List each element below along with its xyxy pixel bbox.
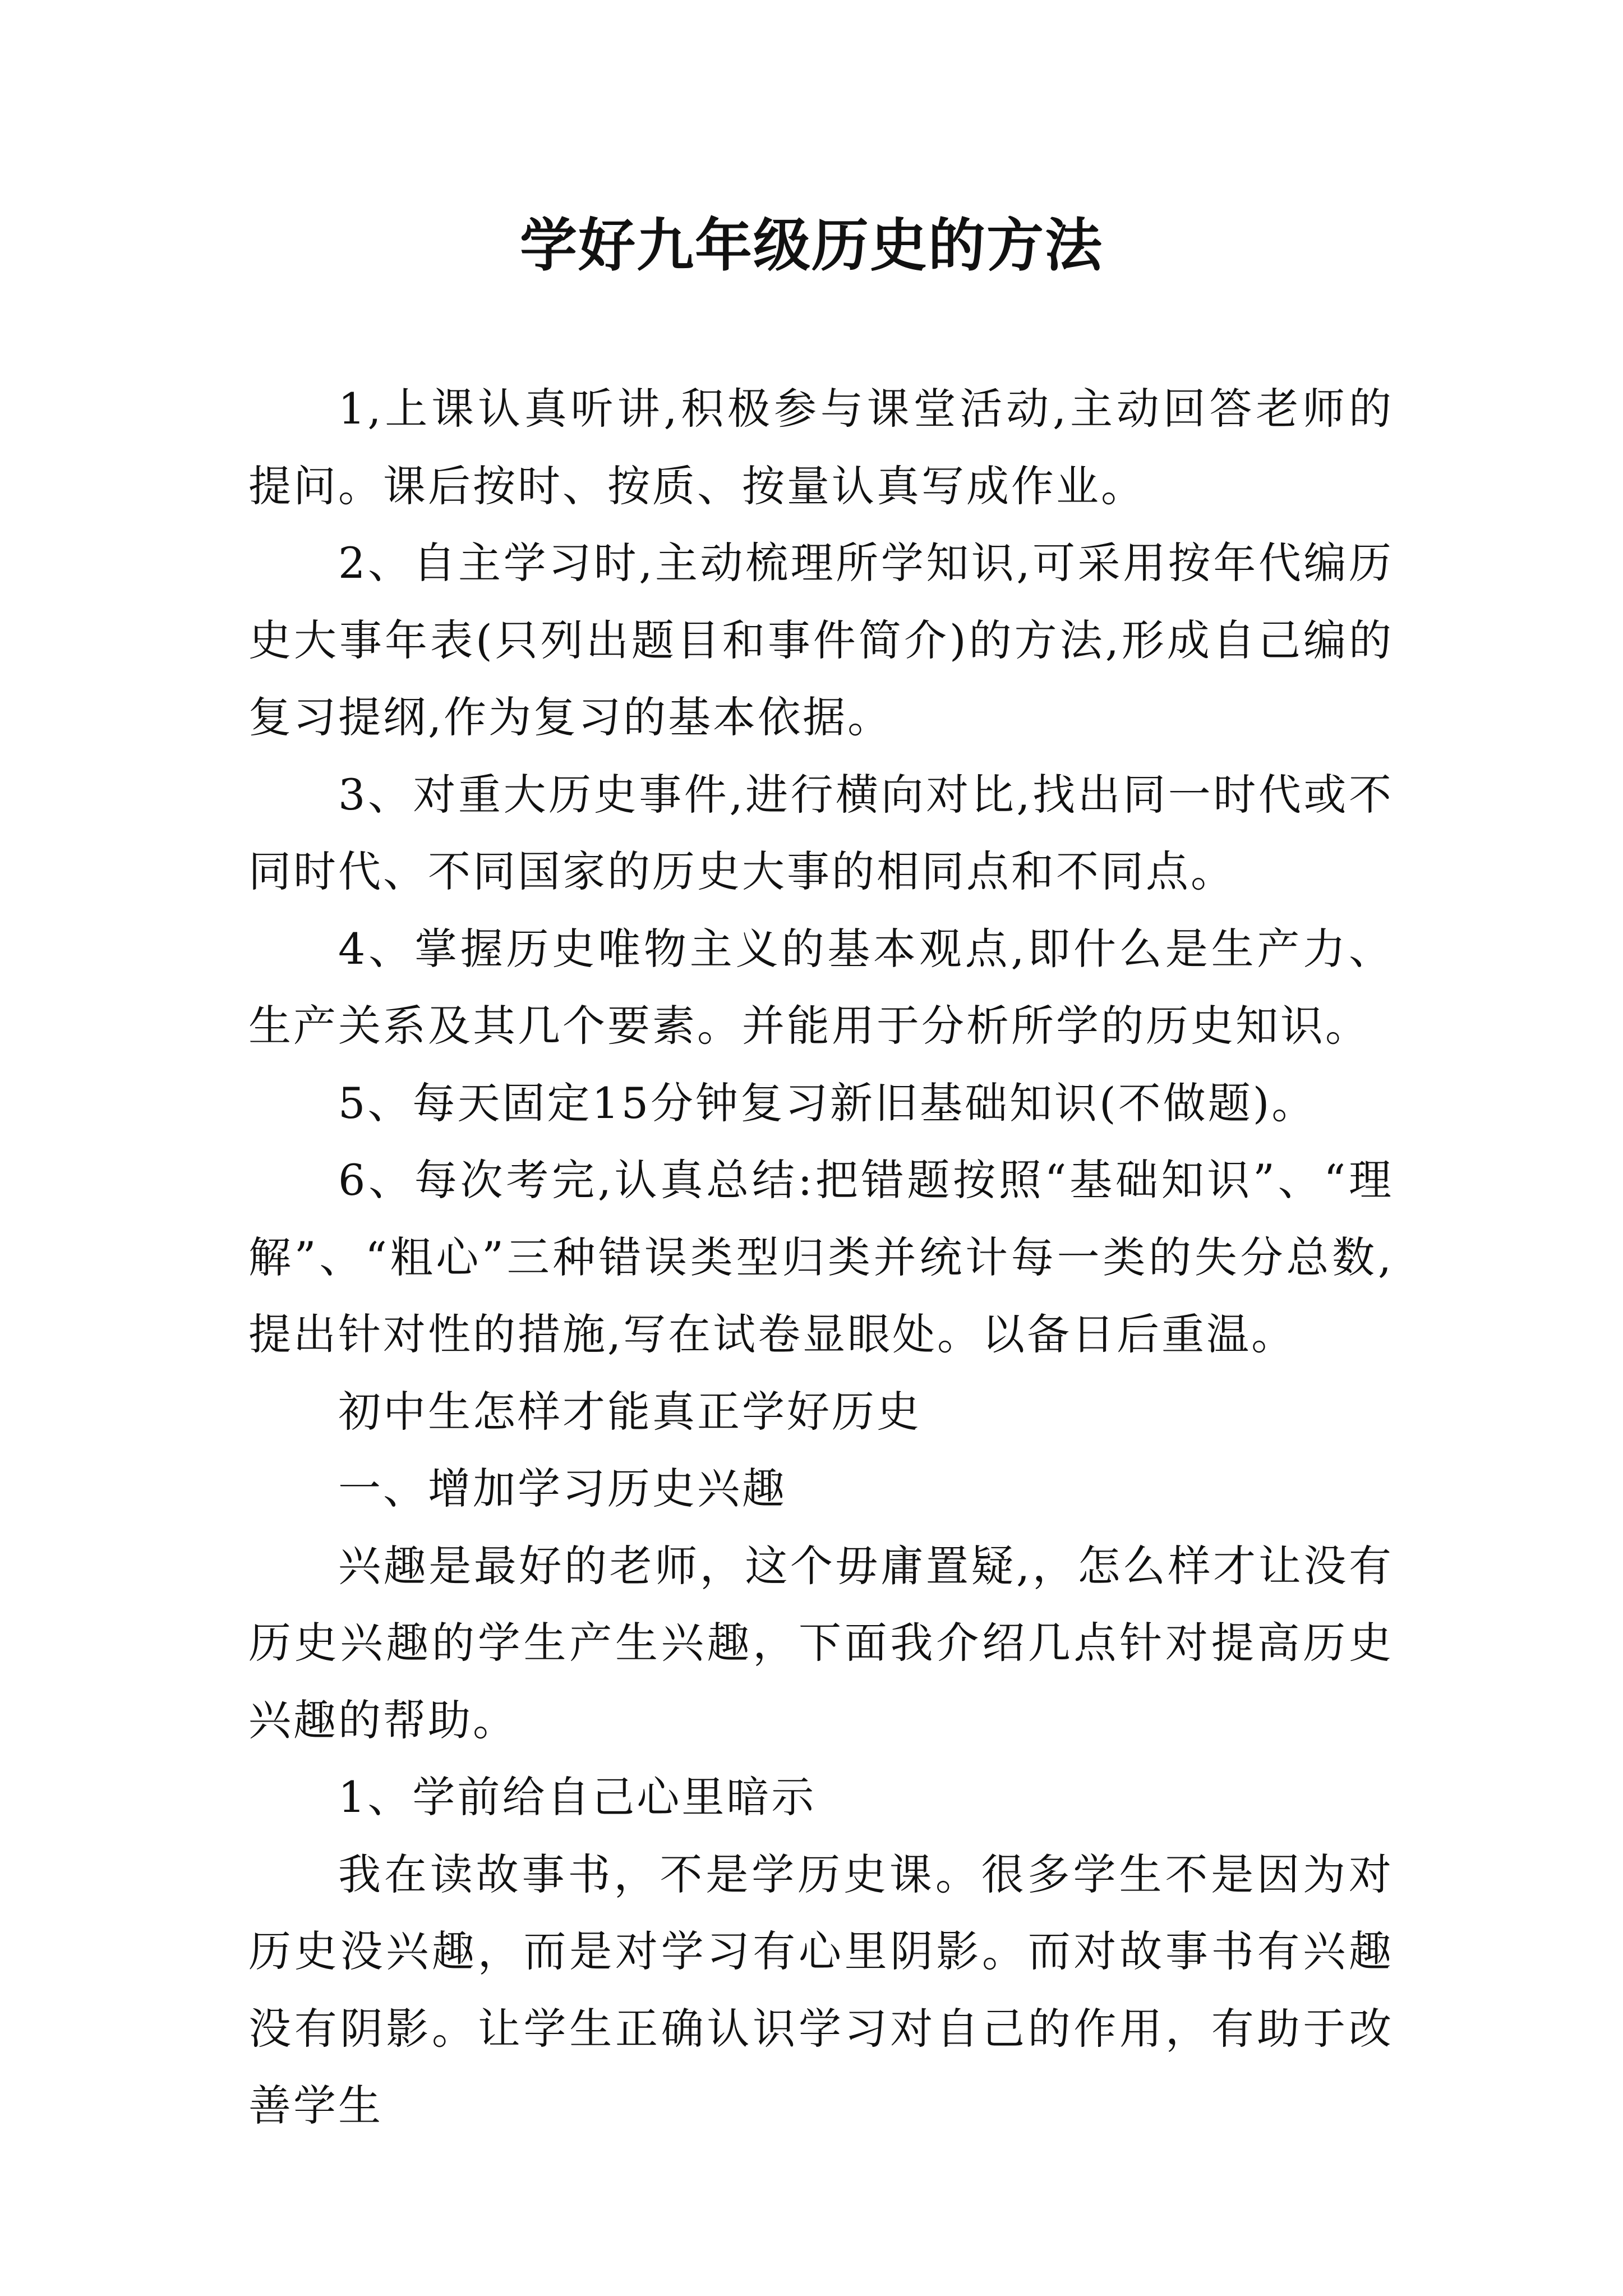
paragraph-6: 6、每次考完,认真总结:把错题按照“基础知识”、“理解”、“粗心”三种错误类型归类并统计每一类的失分总数,提出针对性的措施,写在试卷显眼处。以备日后重温。 — [248, 1155, 1394, 1359]
subsection-heading-2: 1、学前给自己心里暗示 — [338, 1772, 817, 1822]
document-title: 学好九年级历史的方法 — [520, 212, 1103, 279]
paragraph-4: 4、掌握历史唯物主义的基本观点,即什么是生产力、生产关系及其几个要素。并能用于分析所学的历史知识。 — [248, 923, 1394, 1051]
paragraph-2: 2、自主学习时,主动梳理所学知识,可采用按年代编历史大事年表(只列出题目和事件简介)的方法,形成自己编的复习提纲,作为复习的基本依据。 — [248, 538, 1394, 742]
paragraph-8: 我在读故事书，不是学历史课。很多学生不是因为对历史没兴趣，而是对学习有心里阴影。而对故事书有兴趣没有阴影。让学生正确认识学习对自己的作用，有助于改善学生 — [248, 1849, 1394, 2131]
paragraph-1: 1,上课认真听讲,积极参与课堂活动,主动回答老师的提问。课后按时、按质、按量认真写成作业。 — [248, 384, 1394, 511]
subsection-heading-1: 一、增加学习历史兴趣 — [338, 1464, 787, 1513]
paragraph-7: 兴趣是最好的老师，这个毋庸置疑,，怎么样才让没有历史兴趣的学生产生兴趣，下面我介绍几点针对提高历史兴趣的帮助。 — [248, 1540, 1394, 1745]
section-heading: 初中生怎样才能真正学好历史 — [338, 1386, 921, 1437]
paragraph-3: 3、对重大历史事件,进行横向对比,找出同一时代或不同时代、不同国家的历史大事的相同点和不同点。 — [248, 769, 1394, 896]
paragraph-5: 5、每天固定15分钟复习新旧基础知识(不做题)。 — [338, 1078, 1317, 1128]
document-body — [248, 370, 1394, 2145]
